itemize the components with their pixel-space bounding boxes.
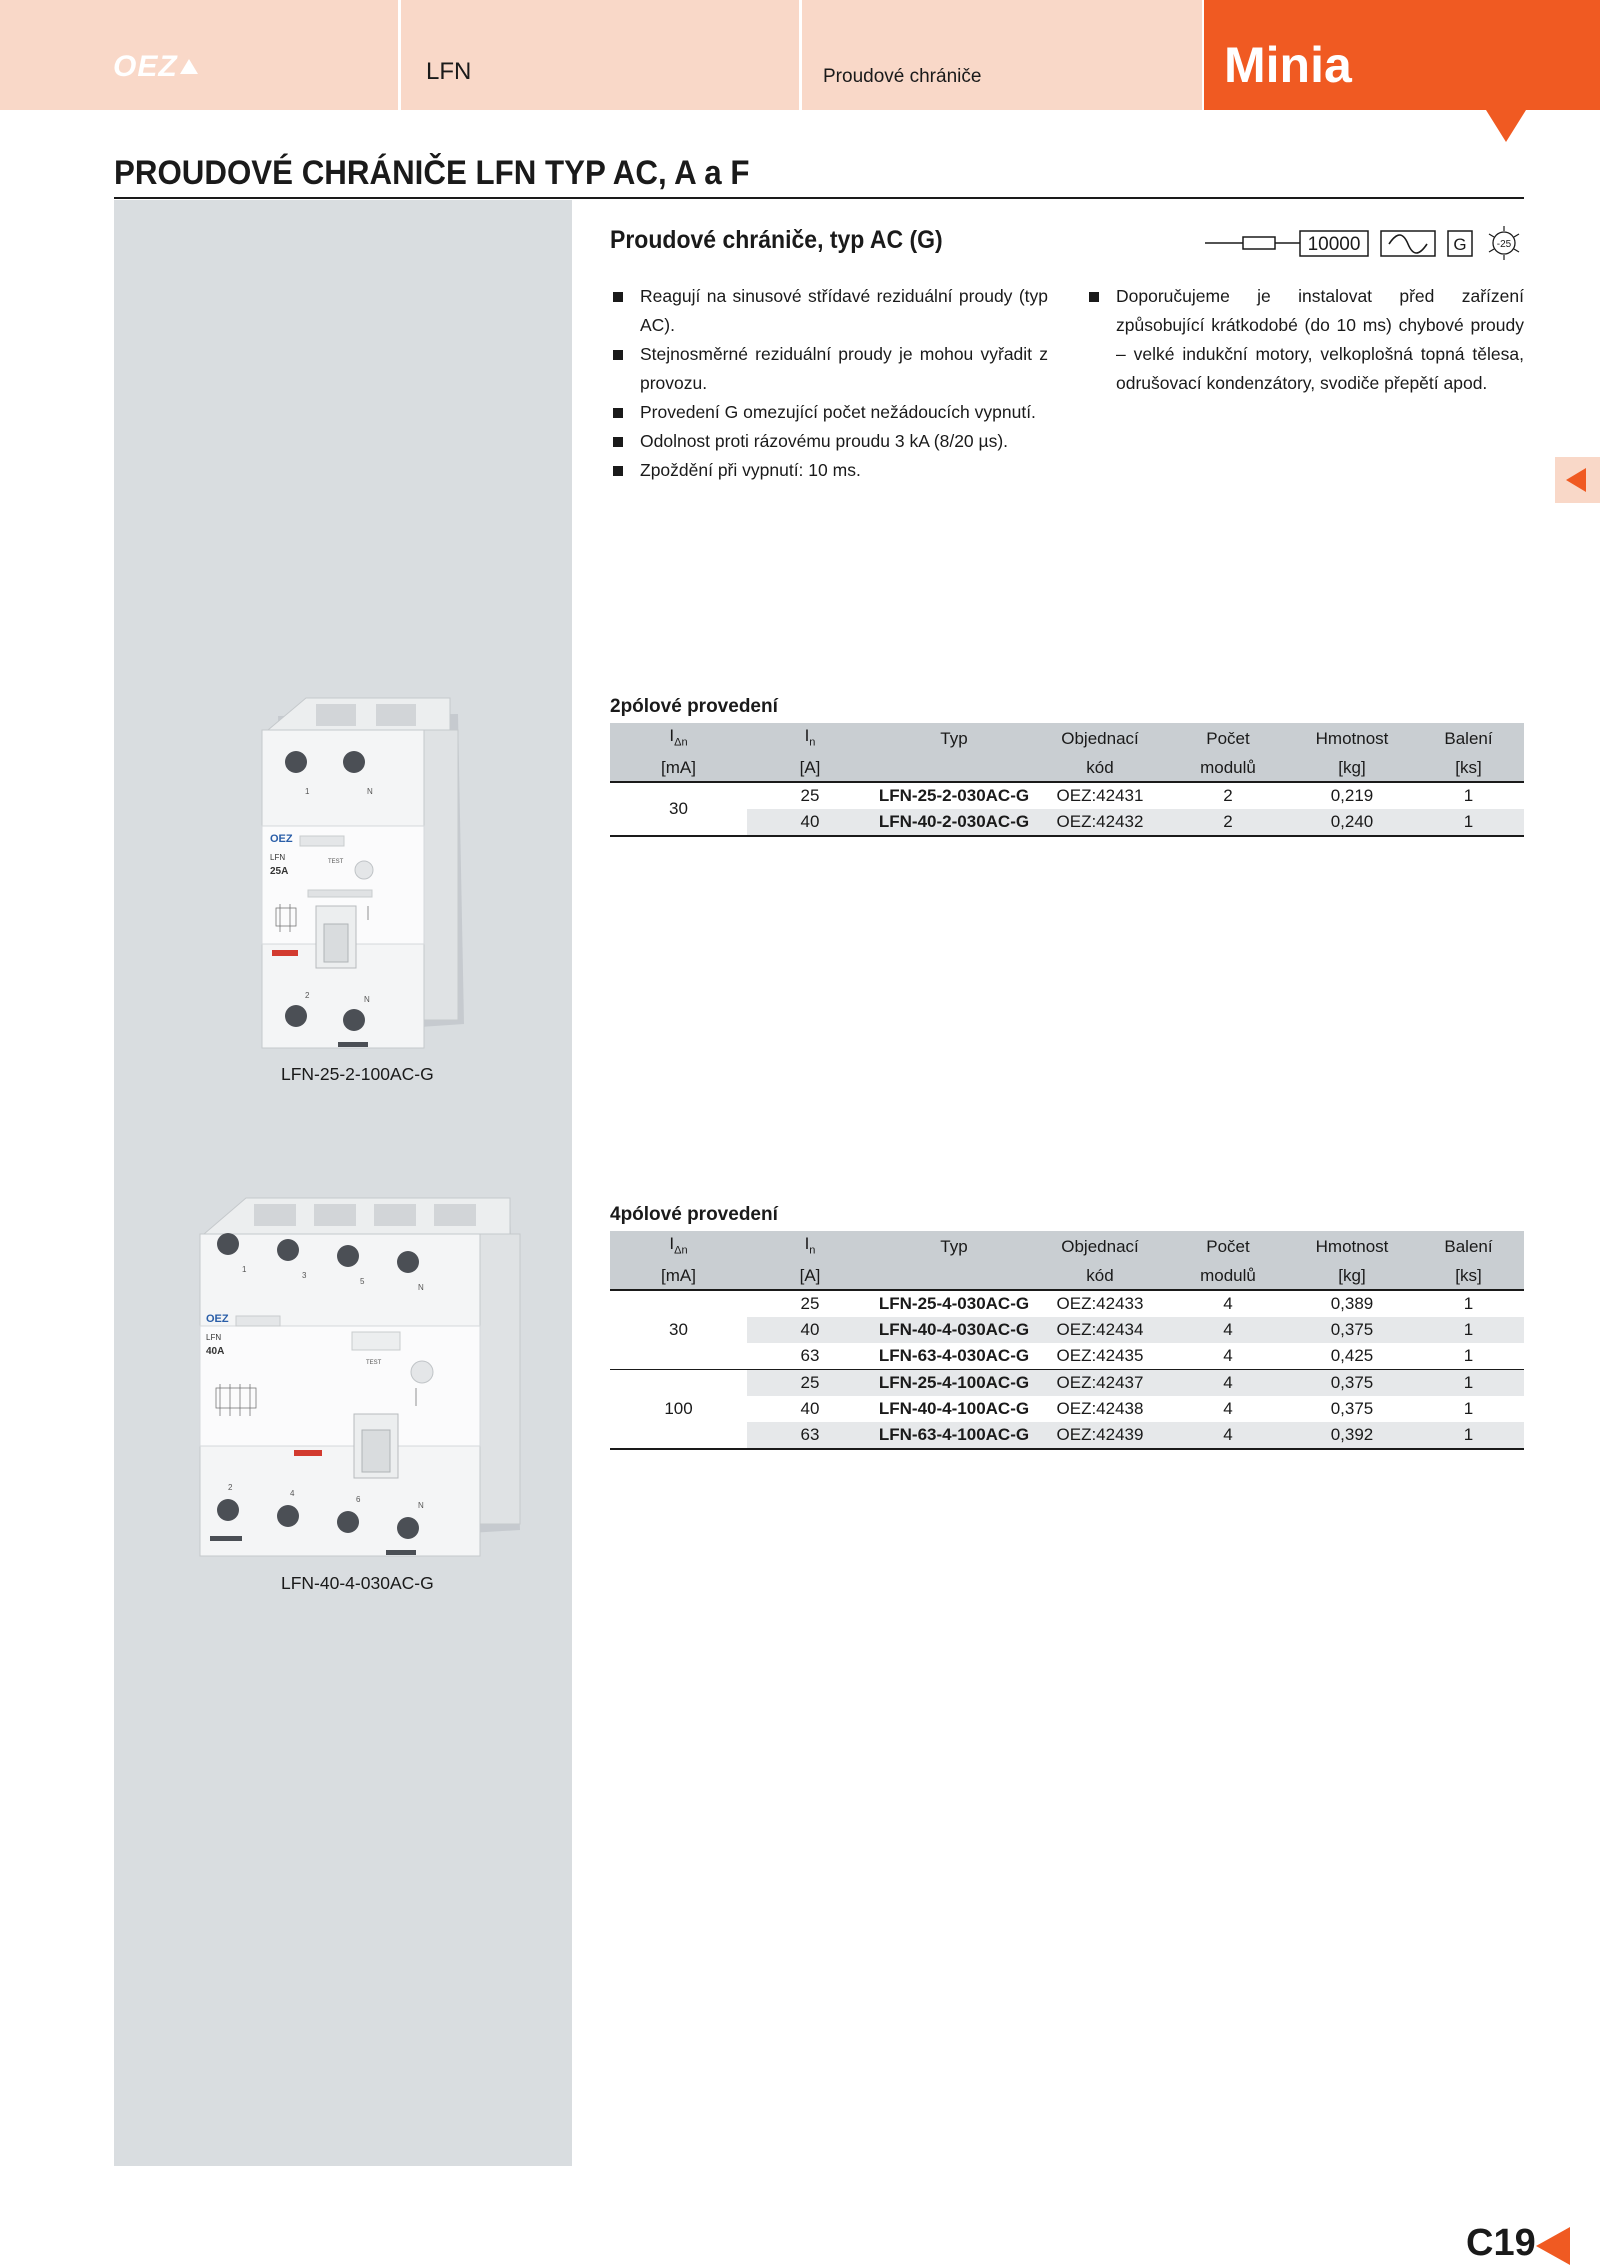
page-number-arrow-icon — [1536, 2227, 1570, 2265]
cell-type: LFN-40-4-100AC-G — [878, 1399, 1030, 1419]
feature-item: Stejnosměrné reziduální proudy je mohou vyřadit z provozu. — [610, 340, 1048, 398]
terminal-label: 1 — [305, 787, 310, 796]
col-header-in: $I_n$ — [747, 723, 873, 755]
col-unit-pack: [ks] — [1413, 755, 1524, 782]
col-header-idn: $I_{\Delta n}$ — [610, 723, 747, 755]
cell-in: 63 — [747, 1343, 873, 1370]
status-indicator — [294, 1450, 322, 1456]
cell-idn: 30 — [610, 782, 747, 836]
terminal-label: 2 — [228, 1483, 233, 1492]
cell-modules: 4 — [1165, 1370, 1291, 1397]
section-title: Proudové chrániče, typ AC (G) — [610, 226, 943, 254]
feature-item: Reagují na sinusové střídavé reziduální proudy (typ AC). — [610, 282, 1048, 340]
features-list-right — [1086, 282, 1524, 398]
cell-weight: 0,392 — [1291, 1422, 1413, 1449]
cell-type: LFN-25-4-030AC-G — [878, 1294, 1030, 1314]
product-rating: 25A — [270, 866, 289, 877]
cell-weight: 0,375 — [1291, 1317, 1413, 1343]
cell-modules: 2 — [1165, 809, 1291, 836]
cell-pack: 1 — [1413, 809, 1524, 836]
product-caption: LFN-40-4-030AC-G — [281, 1573, 434, 1593]
table-4pole — [610, 1231, 1524, 1450]
brand-badge — [1204, 0, 1600, 110]
table-row — [610, 782, 1524, 809]
table-4pole-title: 4pólové provedení — [610, 1204, 778, 1225]
col-header-weight: Hmotnost — [1291, 1231, 1413, 1263]
cell-idn: 30 — [610, 1290, 747, 1370]
cell-in: 63 — [747, 1422, 873, 1449]
col-header-in: $I_n$ — [747, 1231, 873, 1263]
terminal-label: N — [418, 1501, 424, 1510]
rating-value: 10000 — [1307, 234, 1361, 255]
cell-pack: 1 — [1463, 1294, 1474, 1314]
cell-modules: 4 — [1223, 1294, 1233, 1314]
cell-modules: 4 — [1165, 1317, 1291, 1343]
terminal-label: N — [418, 1283, 424, 1292]
brand-badge-pointer-icon — [1486, 110, 1526, 142]
test-button-icon — [411, 1361, 433, 1383]
product-caption: LFN-25-2-100AC-G — [281, 1064, 434, 1084]
cell-idn: 100 — [610, 1370, 747, 1450]
table-row — [610, 1343, 1524, 1370]
col-header-pack: Balení — [1413, 1231, 1524, 1263]
cell-weight: 0,425 — [1291, 1343, 1413, 1370]
col-header-weight: Hmotnost — [1291, 723, 1413, 755]
col-header-modules: Počet — [1165, 1231, 1291, 1263]
side-nav-arrow-icon[interactable] — [1555, 457, 1600, 503]
fuse-icon — [1205, 237, 1300, 249]
col-unit-weight: [kg] — [1291, 755, 1413, 782]
col-unit-code: kód — [1035, 755, 1165, 782]
oez-logo: OEZ — [113, 50, 198, 84]
table-row — [610, 1370, 1524, 1397]
product-image-2pole — [228, 684, 468, 1058]
cell-in: 40 — [747, 809, 873, 836]
product-symbols — [1205, 222, 1525, 264]
cell-code: OEZ:42433 — [1056, 1294, 1144, 1314]
table-2pole — [610, 723, 1524, 837]
test-label: TEST — [328, 859, 344, 865]
cell-in: 25 — [747, 1370, 873, 1397]
test-button-icon — [355, 861, 373, 879]
feature-item: Doporučujeme je instalovat před zařízení způsobující krátkodobé (do 10 ms) chybové proudy – velké indukční motory, velkoplošná topná tělesa, odrušovací kondenzátory, svodiče přepětí apod. — [1086, 282, 1524, 398]
col-unit-type — [873, 755, 1035, 782]
col-unit-modules: modulů — [1165, 1263, 1291, 1290]
temperature-value: -25 — [1496, 239, 1512, 250]
status-indicator — [272, 950, 298, 956]
cell-weight: 0,240 — [1291, 809, 1413, 836]
cell-type: LFN-25-2-030AC-G — [878, 786, 1030, 806]
snowflake-temperature-icon — [1489, 226, 1519, 260]
feature-item: Zpoždění při vypnutí: 10 ms. — [610, 456, 1048, 485]
col-unit-pack: [ks] — [1413, 1263, 1524, 1290]
cell-type: LFN-63-4-100AC-G — [873, 1422, 1035, 1449]
terminal-label: 6 — [356, 1495, 361, 1504]
table-row — [610, 1396, 1524, 1422]
cell-pack: 1 — [1463, 1399, 1474, 1419]
cell-weight: 0,389 — [1330, 1294, 1374, 1314]
features-list-left — [610, 282, 1048, 485]
cell-pack: 1 — [1413, 1343, 1524, 1370]
col-header-code: Objednací — [1035, 723, 1165, 755]
cell-pack: 1 — [1413, 1370, 1524, 1397]
header-band-logo — [0, 0, 398, 110]
terminal-label: 3 — [302, 1271, 307, 1280]
col-unit-idn: [mA] — [610, 1263, 747, 1290]
table-row — [610, 1422, 1524, 1449]
type-g-label: G — [1453, 235, 1467, 254]
col-unit-modules: modulů — [1165, 755, 1291, 782]
terminal-label: 5 — [360, 1277, 365, 1286]
col-unit-code: kód — [1035, 1263, 1165, 1290]
cell-modules: 4 — [1165, 1422, 1291, 1449]
col-header-type: Typ — [873, 723, 1035, 755]
col-header-code: Objednací — [1035, 1231, 1165, 1263]
col-header-pack: Balení — [1413, 723, 1524, 755]
cell-modules: 2 — [1223, 786, 1233, 806]
product-model: LFN — [206, 1333, 222, 1342]
page-header — [0, 0, 1600, 110]
col-unit-in: [A] — [747, 1263, 873, 1290]
cell-type: LFN-40-4-030AC-G — [873, 1317, 1035, 1343]
cell-weight: 0,375 — [1330, 1399, 1374, 1419]
col-header-modules: Počet — [1165, 723, 1291, 755]
product-brand: OEZ — [206, 1313, 229, 1325]
cell-in: 25 — [800, 786, 820, 806]
col-header-type: Typ — [873, 1231, 1035, 1263]
terminal-label: 2 — [305, 991, 310, 1000]
cell-code: OEZ:42434 — [1035, 1317, 1165, 1343]
cell-code: OEZ:42432 — [1035, 809, 1165, 836]
cell-in: 25 — [800, 1294, 820, 1314]
header-band-category — [802, 0, 1202, 110]
cell-code: OEZ:42438 — [1056, 1399, 1144, 1419]
cell-code: OEZ:42437 — [1035, 1370, 1165, 1397]
header-product-line: LFN — [426, 58, 472, 85]
cell-code: OEZ:42435 — [1035, 1343, 1165, 1370]
header-category: Proudové chrániče — [823, 66, 982, 87]
product-brand: OEZ — [270, 833, 293, 845]
feature-item: Provedení G omezující počet nežádoucích vypnutí. — [610, 398, 1048, 427]
cell-in: 40 — [800, 1399, 820, 1419]
cell-type: LFN-40-2-030AC-G — [873, 809, 1035, 836]
sine-wave-icon — [1381, 231, 1435, 256]
terminal-label: 4 — [290, 1489, 295, 1498]
table-2pole-title: 2pólové provedení — [610, 696, 778, 717]
terminal-label: 1 — [242, 1265, 247, 1274]
col-unit-type — [873, 1263, 1035, 1290]
cell-type: LFN-25-4-100AC-G — [873, 1370, 1035, 1397]
product-rating: 40A — [206, 1346, 225, 1357]
cell-pack: 1 — [1413, 1317, 1524, 1343]
cell-type: LFN-63-4-030AC-G — [873, 1343, 1035, 1370]
title-divider — [114, 197, 1524, 199]
table-row — [610, 809, 1524, 836]
cell-code: OEZ:42439 — [1035, 1422, 1165, 1449]
cell-weight: 0,375 — [1291, 1370, 1413, 1397]
col-unit-idn: [mA] — [610, 755, 747, 782]
feature-item: Odolnost proti rázovému proudu 3 kA (8/20 µs). — [610, 427, 1048, 456]
page-number: C19 — [1466, 2222, 1536, 2264]
product-image-4pole — [190, 1180, 530, 1560]
cell-pack: 1 — [1413, 1422, 1524, 1449]
terminal-label: N — [364, 995, 370, 1004]
cell-weight: 0,219 — [1330, 786, 1374, 806]
table-row — [610, 1290, 1524, 1317]
header-band-product — [401, 0, 799, 110]
table-row — [610, 1317, 1524, 1343]
cell-pack: 1 — [1463, 786, 1474, 806]
product-model: LFN — [270, 853, 286, 862]
col-unit-weight: [kg] — [1291, 1263, 1413, 1290]
cell-in: 40 — [747, 1317, 873, 1343]
test-label: TEST — [366, 1360, 382, 1366]
col-header-idn: $I_{\Delta n}$ — [610, 1231, 747, 1263]
col-unit-in: [A] — [747, 755, 873, 782]
cell-modules: 4 — [1165, 1343, 1291, 1370]
brand-name: Minia — [1224, 37, 1352, 93]
logo-triangle-icon — [180, 59, 198, 74]
page-title: PROUDOVÉ CHRÁNIČE LFN TYP AC, A a F — [114, 154, 750, 192]
terminal-label: N — [367, 787, 373, 796]
cell-code: OEZ:42431 — [1056, 786, 1144, 806]
cell-modules: 4 — [1223, 1399, 1233, 1419]
